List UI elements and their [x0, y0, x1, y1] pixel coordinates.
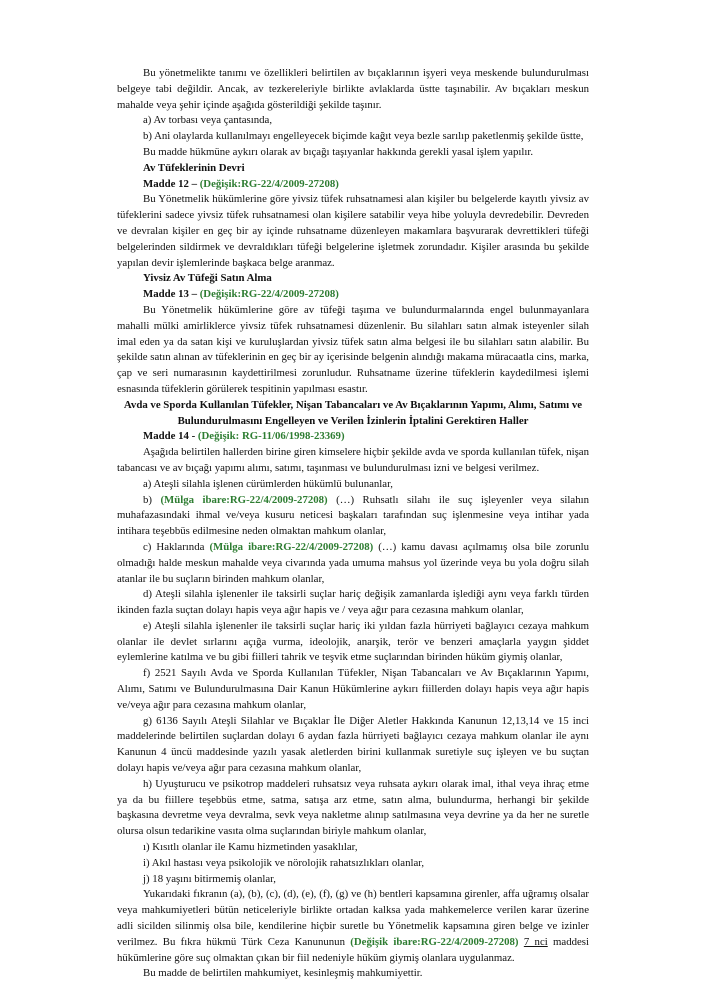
paragraph-closing: Bu madde de belirtilen mahkumiyet, kesinleşmiş mahkumiyettir. [143, 967, 423, 980]
item-b-repeal-note: (Mülga ibare:RG-22/4/2009-27208) [160, 493, 328, 506]
article-13-number: Madde 13 – [143, 288, 200, 301]
paragraph-av-bicaklari: Bu yönetmelikte tanımı ve özellikleri belirtilen av bıçaklarının işyeri veya meskende bulundurulması belgeye tabi değildir. Ancak, av tezkereleriyle birlikte avlaklarda üstte taşınabilir. Av bıçakları meskun mahalde veya şehir içinde aşağıda gösterildiği şekilde taşınır. [117, 67, 589, 111]
paragraph-exclusions [117, 887, 589, 966]
item-g: g) 6136 Sayılı Ateşli Silahlar ve Bıçaklar İle Diğer Aletler Hakkında Kanunun 12,13,14 ve 15 inci maddelerinde belirtilen suçlardan dolayı 6 aydan fazla hürriyeti bağlayıcı cezaya mahkum olanlar ile aynı Kanunun 4 üncü maddesinde yazılı yasak aletlerden birini kullanmak suretiyle suç işleyen ve bu suçtan dolayı hapis ve/veya ağır para cezasına mahkum olanlar, [117, 714, 589, 775]
item-a: a) Ateşli silahla işlenen cürümlerden hükümlü bulunanlar, [143, 477, 393, 490]
item-d: d) Ateşli silahla işlenenler ile taksirli suçlar hariç değişik zamanlarda işlediği aynı veya farklı türden ikinden fazla suçtan dolayı hapis veya ağır hapis ve / veya ağır para cezasına mahkum olanlar, [117, 588, 589, 617]
article-13-text: Bu Yönetmelik hükümlerine göre av tüfeği taşıma ve bulundurmalarında engel bulunmayanlara mahalli mülki amirliklerce yivsiz tüfek ruhsatnamesi düzenlenir. Bu silahları satın almak isteyenler silah imal eden ya da satan kişi ve kuruluşlardan yivsiz tüfek satın alma belgesi ile bu silahları satın alabilir. Bu şekilde satın alınan av tüfeklerinin en geç bir ay içerisinde belgenin alındığı makama müracaatla cins, marka, çap ve seri numarasının kaydettirilmesi zorunludur. Ruhsatname üzerine tüfeklerin kaydedilmesi işlemi esnasında tüfeklerin görülerek tespitinin yapılması esastır. [117, 303, 589, 395]
article-14-change-note: (Değişik: RG-11/06/1998-23369) [197, 430, 345, 443]
heading-yivsiz-av-tufegi: Yivsiz Av Tüfeği Satın Alma [143, 272, 272, 285]
item-i: i) Akıl hastası veya psikolojik ve nörolojik rahatsızlıkları olanlar, [143, 856, 425, 869]
item-b-prefix: b) [143, 493, 161, 506]
heading-av-tufeklerinin-devri: Av Tüfeklerinin Devri [143, 161, 245, 174]
heading-article-14: Avda ve Sporda Kullanılan Tüfekler, Nişan Tabancaları ve Av Bıçaklarının Yapımı, Alımı, Satımı ve Bulundurulmasını Engelleyen ve Verilen İzinlerin İptalini Gerektiren Haller [123, 398, 583, 427]
item-av-torbasi: a) Av torbası veya çantasında, [143, 114, 273, 127]
article-12-text: Bu Yönetmelik hükümlerine göre yivsiz tüfek ruhsatnamesi alan kişiler bu belgelerde kayıtlı yivsiz av tüfeklerini sadece yivsiz tüfek ruhsatnamesi olan kişilere satabilir veya hibe yoluyla devredebilir. Devreden ve devralan kişiler en geç bir ay içinde ruhsatname düzenleyen makamlara başvurarak devrettikleri tüfeği belgelerinden sildirmek ve devraldıkları tüfeği belgelerine işletmek zorundadır. Kişiler arasında bu şekilde yapılan devir işlemlerinde başkaca belge aranmaz. [117, 193, 589, 269]
item-dotless-i: ı) Kısıtlı olanlar ile Kamu hizmetinden yasaklılar, [143, 841, 358, 854]
item-c-repeal-note: (Mülga ibare:RG-22/4/2009-27208) [209, 540, 374, 553]
article-14-intro: Aşağıda belirtilen hallerden birine giren kimselere hiçbir şekilde avda ve sporda kullanılan tüfek, nişan tabancası ve av bıçağı yapımı alımı, satımı, taşınması ve bulundurulması izni ve belgesi verilmez. [117, 446, 589, 474]
article-14-number: Madde 14 - [143, 430, 198, 443]
article-13-label [117, 287, 589, 303]
article-7-link[interactable]: 7 nci [523, 935, 548, 948]
document-page [117, 66, 589, 982]
article-14-label [117, 429, 589, 445]
item-c [117, 540, 589, 587]
item-b-text: (…) Ruhsatlı silahı ile suç işleyenler veya silahın muhafazasındaki ihmal ve/veya kusuru neticesi başkaları tarafından suç işlenmesine veya intihar yada intihara teşebbüs edilmesine neden olmaktan mahkum olanlar, [117, 493, 589, 538]
article-12-number: Madde 12 – [143, 177, 200, 190]
paragraph-yasal-islem: Bu madde hükmüne aykırı olarak av bıçağı taşıyanlar hakkında gerekli yasal işlem yapılır. [143, 145, 534, 158]
article-13-change-note: (Değişik:RG-22/4/2009-27208) [199, 288, 339, 301]
item-b [117, 493, 589, 540]
article-12-change-note: (Değişik:RG-22/4/2009-27208) [199, 177, 339, 190]
item-c-text: (…) kamu davası açılmamış olsa bile zorunlu olmadığı halde meskun mahalde veya civarında yada umuma mahsus yol üzerinde veya bu yola doğru silah atanlar ile bu suçların birinden mahkum olanlar, [117, 540, 590, 585]
item-ani-olaylar: b) Ani olaylarda kullanılmayı engelleyecek biçimde kağıt veya bezle sarılıp paketlenmiş şekilde üstte, [143, 130, 584, 143]
exclusions-change-note: (Değişik ibare:RG-22/4/2009-27208) [350, 935, 519, 948]
item-c-prefix: c) Haklarında [143, 540, 210, 553]
exclusions-text-end: maddesi hükümlerine göre suç olmaktan çıkan bir fiil nedeniyle hüküm giymiş olanlara uygulanmaz. [117, 935, 590, 964]
item-j: j) 18 yaşını bitirmemiş olanlar, [143, 872, 277, 885]
item-e: e) Ateşli silahla işlenenler ile taksirli suçlar hariç iki yıldan fazla hürriyeti bağlayıcı cezaya mahkum olanlar ile devlet sırlarını açığa vurma, ideolojik, anarşik, terör ve benzeri amaçlarla yaygın şiddet eylemlerine katılma ve bu gibi fiilleri tahrik ve teşvik etme suçlarından birinden hüküm giymiş olanlar, [117, 619, 589, 664]
exclusions-text: Yukarıdaki fıkranın (a), (b), (c), (d), (e), (f), (g) ve (h) bentleri kapsamına girenler, affa uğramış olsalar veya mahkumiyetleri bütün neticeleriyle birlikte ortadan kalksa yada mahkemelerce verilen karar üzerine adli sicilden silinmiş olsa bile, kendilerine hiçbir suretle bu Yönetmelik kapsamına giren belge ve izinler verilmez. Bu fıkra hükmü Türk Ceza Kanununun [117, 888, 589, 948]
item-f: f) 2521 Sayılı Avda ve Sporda Kullanılan Tüfekler, Nişan Tabancaları ve Av Bıçaklarının Yapımı, Alımı, Satımı ve Bulundurulmasına Dair Kanun Hükümlerine aykırı fiillerden dolayı hapis veya ağır hapis ve/veya ağır para cezasına mahkum olanlar, [117, 667, 589, 711]
article-12-label [117, 177, 589, 193]
item-h: h) Uyuşturucu ve psikotrop maddeleri ruhsatsız veya ruhsata aykırı olarak imal, ithal veya ihraç etme ya da bu fiillere teşebbüs etme, satma, satışa arz etme, satın alma, bulundurma, herhangi bir şekilde başkasına devretme veya devralma, sevk veya nakletme alınıp satılmasına veya devrine ya da her ne suretle olursa olsun tedarikine vasıta olma suçlarından biriyle mahkum olanlar, [117, 777, 589, 838]
